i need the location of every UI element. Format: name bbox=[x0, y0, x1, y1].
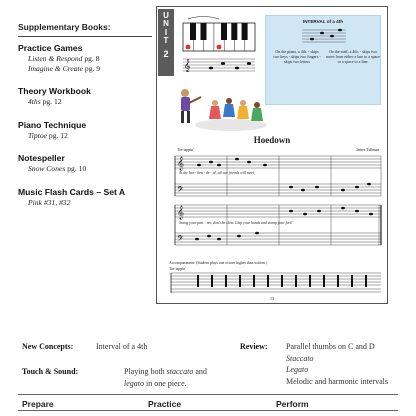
book-title: Theory Workbook bbox=[18, 86, 91, 96]
piece-title: Hoedown bbox=[253, 135, 291, 145]
dancers-illustration bbox=[175, 85, 271, 133]
book-item: Imagine & Create pg. 9 bbox=[28, 63, 101, 73]
book-title: Practice Games bbox=[18, 43, 83, 53]
lesson-page-thumbnail bbox=[156, 6, 388, 304]
new-concepts-value: Interval of a 4th bbox=[96, 342, 148, 351]
book-flash-cards bbox=[18, 187, 152, 208]
music-system-2 bbox=[167, 203, 383, 249]
book-item: 4ths pg. 12 bbox=[28, 97, 62, 106]
book-title: Piano Technique bbox=[18, 119, 87, 130]
unit-tab: U N I T 2 bbox=[158, 9, 174, 76]
tempo-marking: Toe tappin' bbox=[177, 148, 194, 152]
column-prepare: Prepare bbox=[22, 399, 54, 409]
book-notespeller bbox=[18, 153, 152, 174]
book-title: Music Flash Cards – Set A bbox=[18, 186, 126, 197]
touch-sound-value: Playing both staccato and legato in one piece. bbox=[124, 367, 207, 388]
supplementary-books-sidebar bbox=[18, 22, 152, 207]
book-item: Snow Cones pg. 10 bbox=[28, 164, 87, 173]
divider-bottom bbox=[18, 410, 398, 411]
interval-title: INTERVAL of a 4th bbox=[302, 19, 344, 24]
book-piano-technique bbox=[18, 120, 152, 141]
review-item: Parallel thumbs on C and D bbox=[286, 342, 375, 351]
book-practice-games bbox=[18, 43, 152, 73]
interval-staff bbox=[302, 26, 346, 44]
svg-text:𝄞: 𝄞 bbox=[177, 205, 185, 219]
lyric-line-2: Swing your part - ner, don't be slow. Clap your hands and stomp your feet! bbox=[179, 221, 293, 225]
book-title: Notespeller bbox=[18, 153, 65, 163]
book-theory-workbook bbox=[18, 86, 152, 107]
review-label: Review: bbox=[240, 342, 268, 351]
book-item: Listen & Respond pg. 8 bbox=[28, 54, 100, 63]
review-item: Melodic and harmonic intervals bbox=[286, 376, 388, 386]
svg-text:𝄞: 𝄞 bbox=[184, 59, 191, 72]
review-item: Staccato bbox=[286, 353, 314, 363]
accompaniment-note: Accompaniment: (Student plays one octave higher than written.) bbox=[169, 261, 268, 265]
svg-text:𝄢: 𝄢 bbox=[177, 186, 184, 197]
new-concepts-label: New Concepts: bbox=[22, 342, 74, 351]
book-item: Tiptoe pg. 12 bbox=[28, 130, 68, 140]
review-item: Legato bbox=[286, 365, 309, 374]
interval-piano-text: On the piano, a 4th: - skips two keys - skips two fingers - skips two letters bbox=[273, 49, 321, 64]
composer-credit: James Tullman bbox=[356, 148, 379, 152]
accompaniment-tempo: Toe tappin' bbox=[169, 267, 186, 271]
interval-info-box bbox=[265, 15, 381, 105]
svg-text:𝄞: 𝄞 bbox=[177, 156, 185, 170]
touch-sound-label: Touch & Sound: bbox=[22, 367, 79, 376]
sidebar-heading: Supplementary Books: bbox=[18, 22, 111, 32]
book-item: Pink #31, #32 bbox=[28, 197, 71, 207]
interval-staff-text: On the staff, a 4th: - skips two notes from either a line to a space or a space to a line. bbox=[326, 49, 380, 64]
music-system-1 bbox=[167, 154, 383, 200]
accompaniment-staff bbox=[167, 271, 383, 295]
divider-top bbox=[18, 394, 398, 395]
column-perform: Perform bbox=[276, 399, 309, 409]
page-number: 13 bbox=[270, 296, 274, 301]
lyric-line-1: At the bar - ben - de - al, all our friends will meet, bbox=[179, 171, 256, 175]
sidebar-divider bbox=[18, 36, 152, 37]
keyboard-illustration bbox=[181, 15, 261, 77]
svg-text:𝄢: 𝄢 bbox=[177, 235, 184, 246]
unit-number: 2 bbox=[163, 48, 169, 59]
review-list bbox=[286, 341, 412, 387]
column-practice: Practice bbox=[148, 399, 182, 409]
